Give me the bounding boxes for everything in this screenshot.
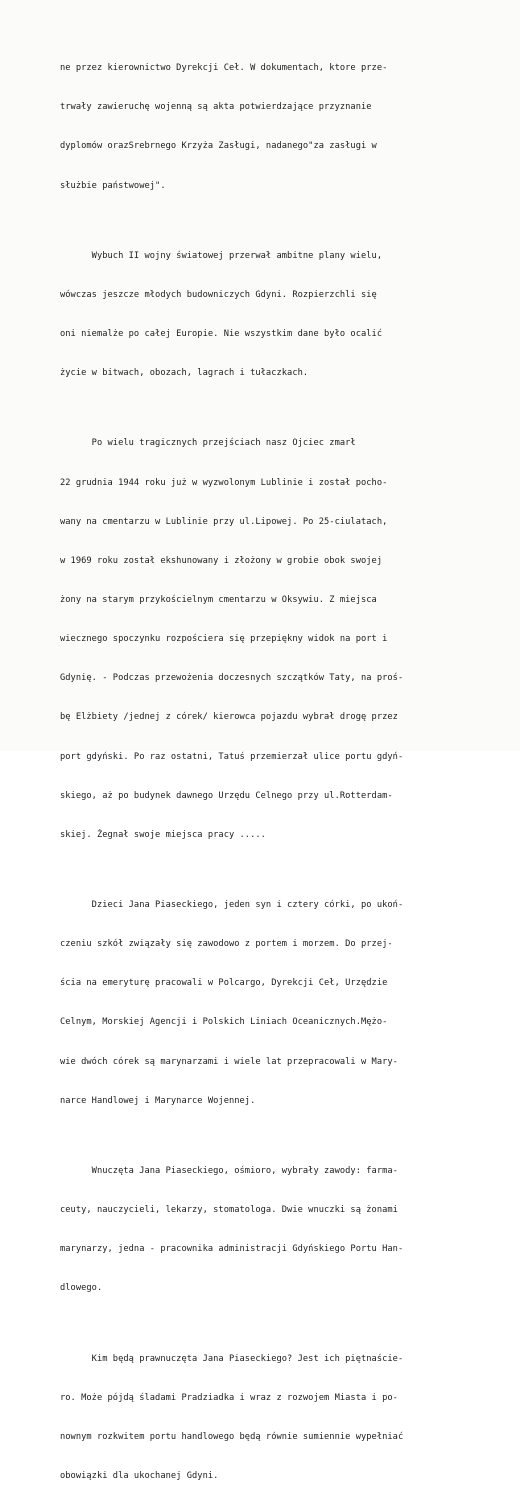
text-line: wiecznego spoczynku rozpościera się przepiękny widok na port i	[60, 634, 388, 645]
paragraph-gap	[60, 868, 480, 873]
text-line: Celnym, Morskiej Agencji i Polskich Liniach Oceanicznych.Mężo-	[60, 1017, 388, 1028]
text-line: bę Elżbiety /jednej z córek/ kierowca pojazdu wybrał drogę przez	[60, 712, 398, 723]
text-line: obowiązki dla ukochanej Gdyni.	[60, 1471, 219, 1482]
text-line: ścia na emeryturę pracowali w Polcargo, Dyrekcji Ceł, Urzędzie	[60, 978, 388, 989]
text-line: marynarzy, jedna - pracownika administracji Gdyńskiego Portu Han-	[60, 1244, 404, 1255]
text-line: Po wielu tragicznych przejściach nasz Ojciec zmarł	[60, 438, 356, 449]
text-line: służbie państwowej".	[60, 180, 166, 191]
text-line: czeniu szkół związały się zawodowo z portem i morzem. Do przej-	[60, 939, 393, 950]
paragraph-gap	[60, 406, 480, 411]
body-text	[60, 36, 480, 1502]
text-line: skiej. Żegnał swoje miejsca pracy .....	[60, 829, 266, 840]
text-line: 22 grudnia 1944 roku już w wyzwolonym Lublinie i został pocho-	[60, 477, 388, 488]
text-line: ceuty, nauczycieli, lekarzy, stomatologa. Dwie wnuczki są żonami	[60, 1205, 398, 1216]
text-line: narce Handlowej i Marynarce Wojennej.	[60, 1095, 256, 1106]
text-line: Dzieci Jana Piaseckiego, jeden syn i cztery córki, po ukoń-	[60, 900, 404, 911]
text-line: żony na starym przykościelnym cmentarzu w Oksywiu. Z miejsca	[60, 594, 377, 605]
text-line: Wybuch II wojny światowej przerwał ambitne plany wielu,	[60, 250, 383, 261]
text-line: oni niemalże po całej Europie. Nie wszystkim dane było ocalić	[60, 329, 383, 340]
text-line: Kim będą prawnuczęta Jana Piaseckiego? Jest ich piętnaście-	[60, 1353, 404, 1364]
text-line: w 1969 roku został ekshunowany i złożony w grobie obok swojej	[60, 555, 383, 566]
text-line: skiego, aż po budynek dawnego Urzędu Celnego przy ul.Rotterdam-	[60, 790, 393, 801]
text-line: dyplomów orazSrebrnego Krzyża Zasługi, nadanego"za zasługi w	[60, 141, 377, 152]
text-line: wie dwóch córek są marynarzami i wiele lat przepracowali w Mary-	[60, 1056, 398, 1067]
text-line: ro. Może pójdą śladami Pradziadka i wraz z rozwojem Miasta i po-	[60, 1392, 398, 1403]
text-line: trwały zawieruchę wojenną są akta potwierdzające przyznanie	[60, 102, 372, 113]
text-line: wówczas jeszcze młodych budowniczych Gdyni. Rozpierzchli się	[60, 289, 377, 300]
paragraph-gap	[60, 219, 480, 224]
text-line: dlowego.	[60, 1283, 103, 1294]
text-line: życie w bitwach, obozach, lagrach i tułaczkach.	[60, 368, 309, 379]
paragraph-gap	[60, 1134, 480, 1139]
paragraph-gap	[60, 1322, 480, 1327]
text-line: nownym rozkwitem portu handlowego będą równie sumiennie wypełniać	[60, 1431, 404, 1442]
text-line: ne przez kierownictwo Dyrekcji Ceł. W dokumentach, ktore prze-	[60, 63, 388, 74]
text-line: port gdyński. Po raz ostatni, Tatuś przemierzał ulice portu gdyń-	[60, 751, 404, 762]
text-line: wany na cmentarzu w Lublinie przy ul.Lipowej. Po 25-ciulatach,	[60, 516, 388, 527]
text-line: Gdynię. - Podczas przewożenia doczesnych szczątków Taty, na proś-	[60, 673, 404, 684]
text-line: Wnuczęta Jana Piaseckiego, ośmioro, wybrały zawody: farma-	[60, 1165, 398, 1176]
